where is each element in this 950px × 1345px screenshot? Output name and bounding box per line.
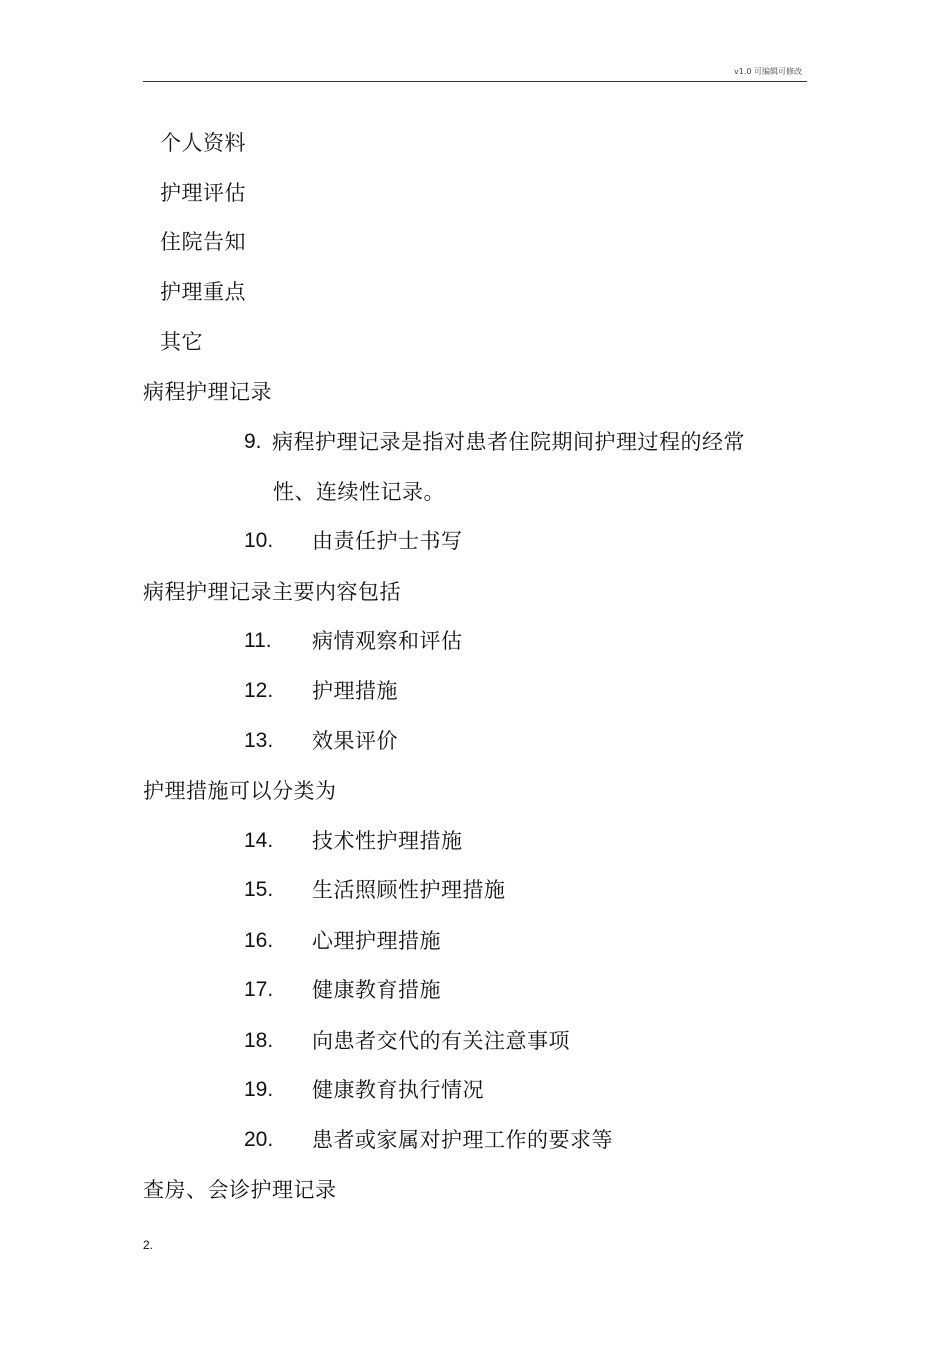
list-item-text: 技术性护理措施 <box>312 829 463 853</box>
list-number: 13. <box>244 729 274 752</box>
list-item-text: 健康教育措施 <box>312 978 441 1002</box>
list-number: 18. <box>244 1029 274 1052</box>
list-number: 9. <box>244 430 262 453</box>
list-item-text: 由责任护士书写 <box>312 529 463 553</box>
version-note: v1.0 可编辑可修改 <box>734 67 802 76</box>
footer-item-number: 2. <box>143 1238 154 1252</box>
sub-item-nursing-focus: 护理重点 <box>160 280 246 304</box>
section-heading: 查房、会诊护理记录 <box>143 1178 337 1202</box>
list-item-text: 病程护理记录是指对患者住院期间护理过程的经常 <box>272 430 745 454</box>
list-item-text-continued: 性、连续性记录。 <box>273 480 445 504</box>
sub-item-other: 其它 <box>160 330 203 354</box>
list-number: 20. <box>244 1128 274 1151</box>
list-number: 19. <box>244 1078 274 1101</box>
list-number: 12. <box>244 679 274 702</box>
header-divider <box>143 81 807 82</box>
list-number: 15. <box>244 878 274 901</box>
sub-item-personal-info: 个人资料 <box>160 131 246 155</box>
list-item-text: 病情观察和评估 <box>312 629 463 653</box>
section-heading: 护理措施可以分类为 <box>143 779 337 803</box>
list-item-text: 心理护理措施 <box>312 929 441 953</box>
list-item-text: 护理措施 <box>312 679 398 703</box>
list-number: 14. <box>244 829 274 852</box>
list-number: 10. <box>244 529 274 552</box>
list-number: 17. <box>244 978 274 1001</box>
list-item-text: 生活照顾性护理措施 <box>312 878 506 902</box>
list-item-text: 向患者交代的有关注意事项 <box>312 1029 570 1053</box>
list-number: 11. <box>244 629 272 652</box>
list-number: 16. <box>244 929 274 952</box>
list-item-text: 患者或家属对护理工作的要求等 <box>312 1128 613 1152</box>
sub-item-nursing-assessment: 护理评估 <box>160 181 246 205</box>
sub-item-admission-notice: 住院告知 <box>160 230 246 254</box>
list-item-text: 效果评价 <box>312 729 398 753</box>
list-item-text: 健康教育执行情况 <box>312 1078 484 1102</box>
section-heading: 病程护理记录 <box>143 380 272 404</box>
section-heading: 病程护理记录主要内容包括 <box>143 580 401 604</box>
